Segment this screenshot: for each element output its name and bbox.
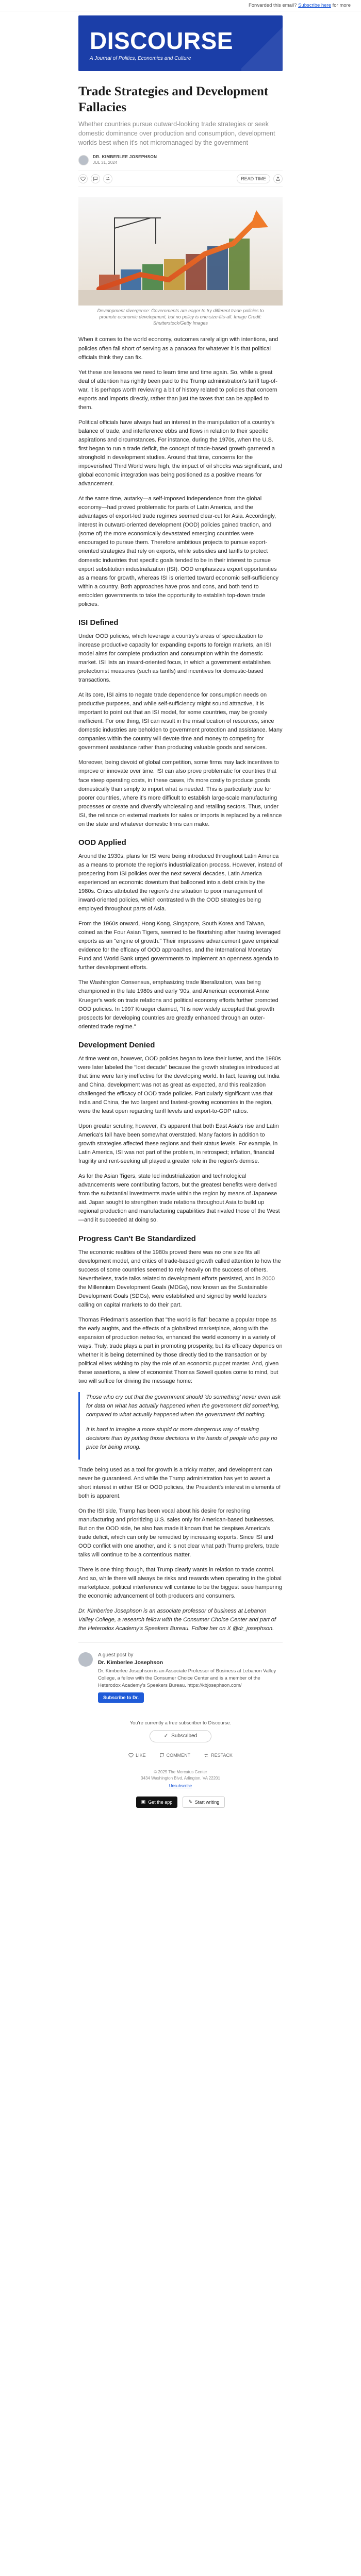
paragraph: At its core, ISI aims to negate trade dependence for consumption needs on productive purposes, and while self-sufficiency might sound attractive, it is important to point out that an ISI model, for some countries, may be grossly inefficient. For one thing, ISI can result in the misallocation of resources, since domestic industries are beholden to government protection and assistance. Many companies within the country will devote time and money to competing for government assistance rather than producing valuable goods and services. — [78, 692, 283, 751]
paragraph: Around the 1930s, plans for ISI were being introduced throughout Latin America as a means to promote the region's industrialization process. However, instead of prospering from ISI policies over the next several decades, Latin America experienced an economic downturn that ballooned into a debt crisis by the 1980s. Critics attributed the region's dire situation to poor management of inward-oriented policies, which contrasted with the OOD strategies being employed throughout parts of Asia. — [78, 853, 283, 912]
article-title[interactable]: Trade Strategies and Development Fallacies — [78, 84, 269, 114]
share-row — [78, 1753, 283, 1758]
logo-text: DISCOURSE — [90, 27, 233, 54]
get-app-label: Get the app — [148, 1799, 173, 1805]
subscribe-link[interactable]: Subscribe here — [298, 3, 331, 8]
byline-meta — [93, 155, 157, 165]
paragraph: Thomas Friedman's assertion that "the world is flat" became a popular trope as the early aughts, and the effects of a globalized marketplace, along with the expansion of production networks, enhanced the world economy in a variety of ways. Truly, trade plays a part in promoting prosperity, but its efficacy depends on whether it is being determined by those directly tied to the transaction or by political elites wishing to play the role of an economic puppet master. And, given these assertions, a slew of economist Thomas Sowell quotes come to mind, but two will suffice for driving the message home: — [78, 1316, 283, 1385]
action-bar-right — [237, 174, 283, 183]
start-writing-label: Start writing — [194, 1799, 220, 1805]
comment-button[interactable] — [91, 174, 100, 183]
banner-stripe — [241, 15, 283, 71]
paragraph: From the 1960s onward, Hong Kong, Singapore, South Korea and Taiwan, coined as the Four Asian Tigers, seemed to be flourishing after having leveraged exports as an "engine of growth." Their impressive advancement gave empirical evidence for the efficacy of OOD approaches, and the International Monetary Fund and World Bank urged governments to implement an openness agenda to further development efforts. — [78, 921, 281, 971]
heart-icon — [80, 176, 86, 181]
pen-icon: ✎ — [188, 1799, 192, 1805]
paragraph: The economic realities of the 1980s proved there was no one size fits all development model, and critics of trade-based growth called attention to how the success of some countries seemed to rely heavily on the success of others. Nevertheless, trade talks related to development efforts persisted, and in 2000 the Millennium Development Goals (MDGs), now known as the Sustainable Development Goals (SDGs), were established and signed by world leaders calling on capital markets to do their part. — [78, 1249, 281, 1308]
restack-button[interactable] — [103, 174, 112, 183]
subscribe-author-button[interactable]: Subscribe to Dr. — [98, 1692, 144, 1703]
paragraph: There is one thing though, that Trump clearly wants in relation to trade control. And so, while there will always be risks and rewards when operating in the global marketplace, political interference will continue to be the biggest issue hampering the economic advancement of both producers and consumers. — [78, 1566, 282, 1600]
guest-author-name[interactable]: Dr. Kimberlee Josephson — [98, 1659, 163, 1666]
hero-illustration — [78, 197, 283, 306]
comment-label: COMMENT — [166, 1752, 191, 1758]
action-bar — [78, 171, 283, 187]
paragraph: The Washington Consensus, emphasizing trade liberalization, was being championed in the late 1980s and early '90s, and American economist Anne Krueger's work on trade relations and political economy efforts further promoted OOD policies. In 1997 Krueger claimed, "It is now widely accepted that growth prospects for developing countries are greatly enhanced through an outer-oriented trade regime." — [78, 979, 278, 1030]
restack-icon — [204, 1753, 209, 1758]
quote-text: It is hard to imagine a more stupid or more dangerous way of making decisions than by putting those decisions in the hands of people who pay no price for being wrong. — [86, 1427, 277, 1451]
start-writing-button[interactable] — [183, 1797, 225, 1808]
subscribed-label: Subscribed — [171, 1733, 198, 1739]
restack-action[interactable] — [204, 1753, 233, 1758]
restack-icon — [105, 176, 110, 181]
section-heading: ISI Defined — [78, 618, 119, 627]
comment-icon — [159, 1753, 165, 1758]
paragraph: Political officials have always had an interest in the manipulation of a country's balance of trade, and interference ebbs and flows in relation to their specific aspirations and circumstances. For instance, during the 1970s, when the U.S. first began to run a trade deficit, the concept of trade-based growth garnered a stronghold in development studies. Around that time, concerns for the impoverished Third World were high, the impact of oil shocks was significant, and global economic integration was being positioned as a positive means for advancement. — [78, 419, 283, 487]
check-icon: ✓ — [163, 1733, 169, 1739]
section-heading: OOD Applied — [78, 838, 126, 847]
like-label: LIKE — [136, 1752, 146, 1758]
subscribed-button[interactable] — [150, 1730, 211, 1742]
subscription-note: You're currently a free subscriber to Discourse. — [129, 1720, 232, 1726]
paragraph: Trade being used as a tool for growth is a tricky matter, and development can never be guaranteed. And while the Trump administration has yet to assert a short interest in either ISI or OOD policies, the President's interest in elements of both is apparent. — [78, 1466, 281, 1499]
guest-author-content — [98, 1652, 283, 1702]
comment-action[interactable] — [159, 1753, 191, 1758]
heart-icon — [128, 1753, 134, 1758]
get-app-button[interactable] — [136, 1797, 178, 1808]
author-name[interactable]: DR. KIMBERLEE JOSEPHSON — [93, 155, 157, 160]
like-button[interactable] — [78, 174, 88, 183]
paragraph: Yet these are lessons we need to learn time and time again. So, while a great deal of attention has rightly been paid to the Trump administration's tariff tug-of-war, it is perhaps worth reviewing a bit of history related to policies that concern exports and imports directly, rather than just the taxes that can be applied to them. — [78, 369, 277, 411]
image-caption: Development divergence: Governments are eager to try different trade policies to promote economic development, but no policy is one-size-fits-all. Image Credit: Shutterstock/Getty Images — [97, 308, 264, 326]
read-time-label: READ TIME — [241, 176, 266, 182]
guest-author-bio: Dr. Kimberlee Josephson is an Associate Professor of Business at Lebanon Valley College, a fellow with the Consumer Choice Center and is a member of the Heterodox Academy's Speakers Bureau. https://kbjosephson.com/ — [98, 1668, 276, 1688]
article-hero-image[interactable] — [78, 197, 283, 306]
section-heading: Progress Can't Be Standardized — [78, 1234, 196, 1243]
paragraph: At the same time, autarky—a self-imposed independence from the global economy—had proved problematic for parts of Latin America, and the advantages of export-led trade regimes seemed clear-cut for Asia. Accordingly, interest in outward-oriented development (OOD) policies gained traction, and (some of) the more economically devastated emerging countries were encouraged to pursue them. Therefore ambitious projects to pursue export-oriented strategies that rely on exports, while subsidies and tariffs to protect domestic industries that specific goals tended to be in their interest to pursue export substitution industrialization (ISI). OOD emphasizes export opportunities as a means for growth, whereas ISI is oriented toward economic self-sufficiency within a country. Both approaches have pros and cons, and both tend to embolden governments to take the opportunity to establish top-down trade policies. — [78, 496, 279, 607]
footer-copyright: © 2025 The Mercatus Center — [154, 1769, 207, 1774]
section-heading: Development Denied — [78, 1040, 155, 1049]
paragraph: When it comes to the world economy, outcomes rarely align with intentions, and policies often fall short of serving as a panacea for whatever it is that political officials think they can fix. — [78, 336, 278, 361]
divider — [78, 1642, 283, 1643]
byline — [78, 155, 283, 165]
guest-author-lead: A guest post by — [98, 1652, 134, 1658]
paragraph: Upon greater scrutiny, however, it's apparent that both East Asia's rise and Latin America's fall have been somewhat overstated. Many factors in addition to growth strategies affected these regions and their status levels. For example, in Latin America, ISI was not part of the problem, in retrospect; inflation, financial fragility and rent-seeking all played a greater role in the region's demise. — [78, 1123, 279, 1165]
unsubscribe-link[interactable]: Unsubscribe — [169, 1783, 192, 1788]
paragraph: On the ISI side, Trump has been vocal about his desire for reshoring manufacturing and prioritizing U.S. sales only for American-based businesses. But on the OOD side, he also has made it known that he despises America's trade deficit, which can only be remedied by increasing exports. Since ISI and OOD conflict with one another, and it is not clear what path Trump prefers, trade talks will continue to be a contentious matter. — [78, 1507, 279, 1558]
header-banner[interactable] — [78, 15, 283, 71]
article-body — [78, 335, 283, 1633]
article-date: JUL 31, 2024 — [93, 160, 118, 165]
forwarded-bar — [0, 0, 361, 11]
paragraph: At time went on, however, OOD policies began to lose their luster, and the 1980s were later labeled the "lost decade" because the growth strategies introduced at that time were fairly ineffective for the developing world. In fact, leaving out India and China, development was not as great as expected, and this realization challenged the efficacy of OOD trade policies. Particularly significant was that India and China, the two largest and fastest-growing economies in the region, were the least open regarding tariff levels and export-to-GDP ratios. — [78, 1055, 281, 1114]
forwarded-text: Forwarded this email? — [248, 3, 297, 8]
like-action[interactable] — [128, 1753, 146, 1758]
article-container — [78, 83, 283, 1808]
guest-author-avatar[interactable] — [78, 1652, 93, 1667]
footer-address: 3434 Washington Blvd, Arlington, VA 22201 — [141, 1775, 220, 1781]
paragraph: Moreover, being devoid of global competition, some firms may lack incentives to improve or innovate over time. ISI can also prove problematic for countries that face steep operating costs, in these cases, it's more costly to produce goods domestically than simply to import what is needed. This is particularly true for poorer countries, where it's more difficult to establish large-scale manufacturing processes or create and diversify wholesaling and retailing sectors. Thus, under ISI, the reliance on external markets for sales or imports is replaced by a reliance on the state and whatever domestic firms can make. — [78, 759, 282, 827]
comment-icon — [93, 176, 98, 181]
app-icon: ▣ — [141, 1799, 146, 1805]
share-button[interactable] — [273, 174, 283, 183]
paragraph: Under OOD policies, which leverage a country's areas of specialization to increase productive capacity for expanding exports to foreign markets, an ISI model aims for complete production and consumption within the domestic market. ISI lists an inward-oriented focus, in which a government establishes protectionist measures (such as tariffs) and incentives for domestic-based transactions. — [78, 633, 271, 684]
article-subtitle: Whether countries pursue outward-looking trade strategies or seek domestic dominance over production and consumption, development worlds best when it's not micromanaged by the government — [78, 121, 275, 146]
read-in-app-button[interactable] — [237, 174, 270, 183]
footer — [78, 1769, 283, 1789]
restack-label: RESTACK — [211, 1752, 233, 1758]
quote-block — [78, 1392, 283, 1459]
share-icon — [275, 176, 281, 181]
app-buttons — [78, 1797, 283, 1808]
forwarded-suffix: for more — [332, 3, 351, 8]
guest-author-box — [78, 1652, 283, 1705]
paragraph: As for the Asian Tigers, state led industrialization and technological advancements were contributing factors, but the greatest benefits were derived from the substantial investments made within the region by means of Japanese aid. Japan sought to strengthen trade relations throughout Asia to build up regional production and manufacturing capabilities that rivaled those of the West—and it succeeded at doing so. — [78, 1173, 280, 1224]
author-note: Dr. Kimberlee Josephson is an associate professor of business at Lebanon Valley College, a research fellow with the Consumer Choice Center and part of the Heterodox Academy's Speakers Bureau. Follow her on X @dr_josephson. — [78, 1608, 276, 1632]
action-bar-left — [78, 174, 112, 183]
author-avatar[interactable] — [78, 155, 89, 165]
tagline: A Journal of Politics, Economics and Culture — [90, 56, 191, 61]
quote-text: Those who cry out that the government should 'do something' never even ask for data on what has actually happened when the government did something, compared to what actually happened when the government did nothing. — [86, 1394, 281, 1418]
